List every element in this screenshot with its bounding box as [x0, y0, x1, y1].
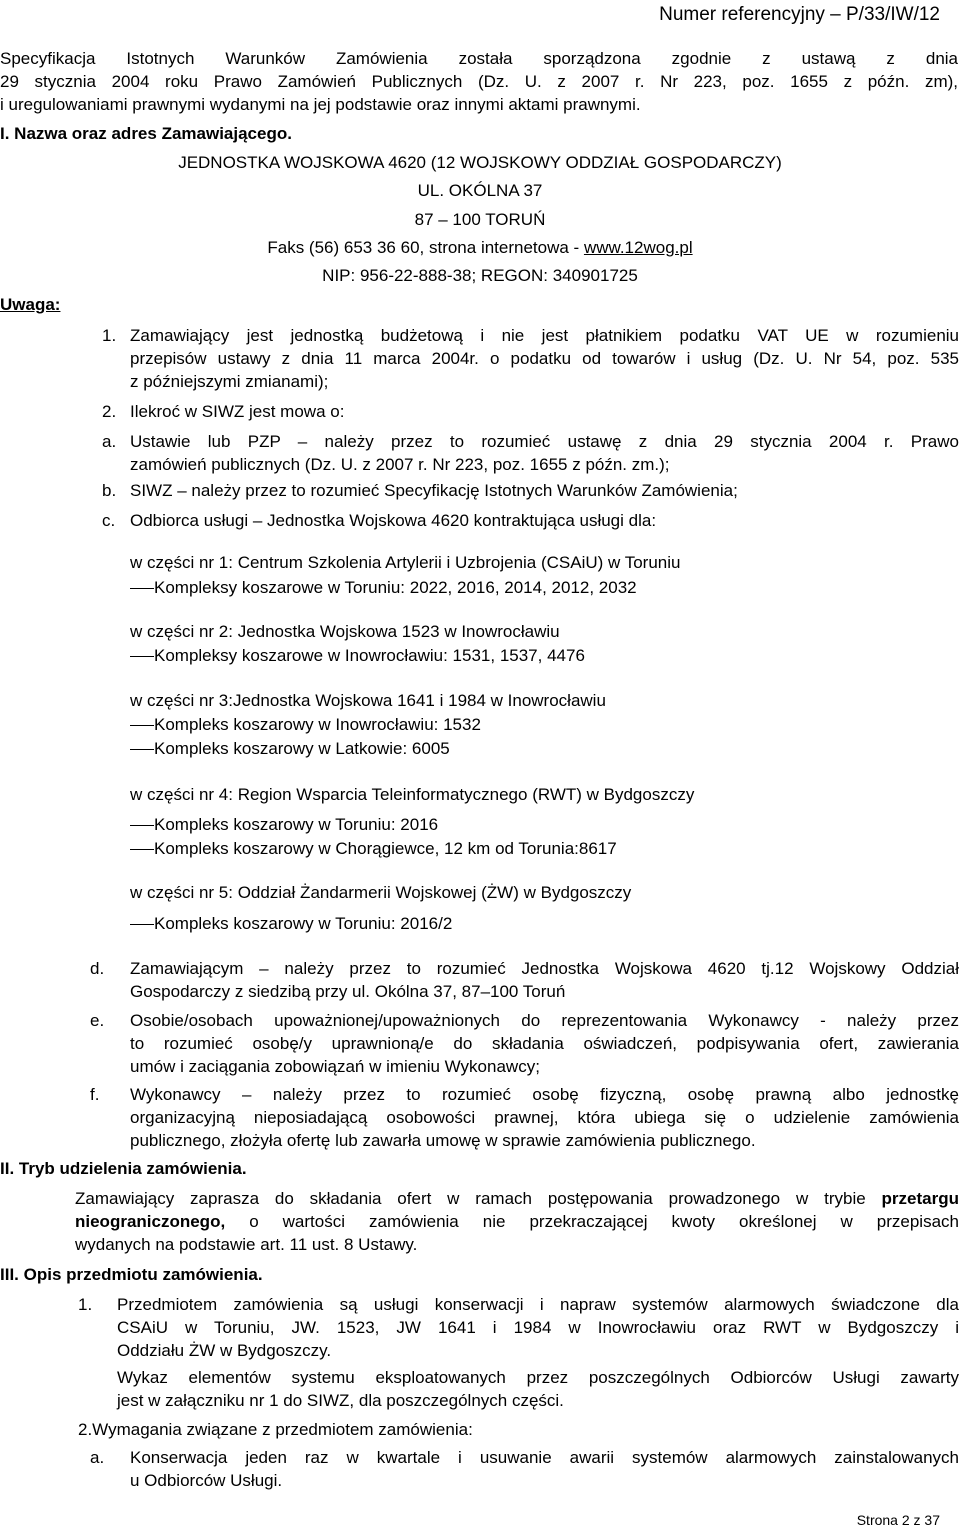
dash-mark [130, 749, 154, 750]
dash-mark [130, 588, 154, 589]
item-e-line-3: umów i zaciągania zobowiązań w imieniu Wykonawcy; [130, 1057, 540, 1076]
part-3-item-2: Kompleks koszarowy w Latkowie: 6005 [130, 737, 450, 761]
section-3-a-line-1: Konserwacja jeden raz w kwartale i usuwanie awarii systemów alarmowych zainstalowanych [130, 1448, 959, 1467]
dash-mark [130, 924, 154, 925]
section-3-para-line-1: Wykaz elementów systemu eksploatowanych przez poszczególnych Odbiorców Usługi zawarty [117, 1368, 959, 1387]
item-d-num: d. [90, 959, 105, 978]
section-3-item-1-line-3: Oddziału ŻW w Bydgoszczy. [117, 1341, 332, 1360]
uwaga-label: Uwaga: [0, 295, 61, 314]
item-c-num: c. [102, 511, 116, 530]
item-b-num: b. [102, 481, 117, 500]
uwaga-item-2-text: Ilekroć w SIWZ jest mowa o: [130, 402, 345, 421]
section-2-line-1: Zamawiający zaprasza do składania ofert w ramach postępowania prowadzonego w trybie przetargu [75, 1189, 959, 1208]
dash-mark [130, 849, 154, 850]
page-number: Strona 2 z 37 [856, 1512, 940, 1528]
address-line-2: UL. OKÓLNA 37 [417, 181, 543, 200]
section-3-item-1-line-2: CSAiU w Toruniu, JW. 1523, JW 1641 i 1984 w Inowrocławiu oraz RWT w Bydgoszczy i [117, 1318, 959, 1337]
intro-line-2: 29 stycznia 2004 roku Prawo Zamówień Publicznych (Dz. U. z 2007 r. Nr 223, poz. 1655 z późn. zm), [0, 72, 958, 91]
nip-regon-line: NIP: 956-22-888-38; REGON: 340901725 [322, 266, 638, 285]
section-1-title: I. Nazwa oraz adres Zamawiającego. [0, 124, 292, 143]
intro-line-1: Specyfikacja Istotnych Warunków Zamówienia została sporządzona zgodnie z ustawą z dnia [0, 49, 958, 68]
part-3-item-1: Kompleks koszarowy w Inowrocławiu: 1532 [130, 713, 481, 737]
uwaga-item-2-num: 2. [102, 402, 117, 421]
section-2-line-3: wydanych na podstawie art. 11 ust. 8 Ustawy. [75, 1235, 418, 1254]
dash-mark [130, 656, 154, 657]
section-3-item-1-num: 1. [78, 1295, 93, 1314]
item-a-line-2: zamówień publicznych (Dz. U. z 2007 r. Nr 223, poz. 1655 z późn. zm.); [130, 455, 670, 474]
uwaga-item-1-num: 1. [102, 326, 117, 345]
section-2-title: II. Tryb udzielenia zamówienia. [0, 1159, 247, 1178]
item-f-line-3: publicznego, złożyła ofertę lub zawarła umowę w sprawie zamówienia publicznego. [130, 1131, 756, 1150]
intro-line-3: i uregulowaniami prawnymi wydanymi na jej podstawie oraz innymi aktami prawnymi. [0, 95, 641, 114]
section-3-item-1-line-1: Przedmiotem zamówienia są usługi konserwacji i napraw systemów alarmowych świadczone dla [117, 1295, 959, 1314]
item-d-line-2: Gospodarczy z siedzibą przy ul. Okólna 37, 87–100 Toruń [130, 982, 566, 1001]
item-d-line-1: Zamawiającym – należy przez to rozumieć Jednostka Wojskowa 4620 tj.12 Wojskowy Oddział [130, 959, 959, 978]
item-f-line-2: organizacyjną nieposiadającą osobowości prawnej, która ubiega się o udzielenie zamówienia [130, 1108, 959, 1127]
dash-mark [130, 825, 154, 826]
part-4-item-2: Kompleks koszarowy w Chorągiewce, 12 km od Torunia:8617 [130, 837, 617, 861]
website-link[interactable]: www.12wog.pl [583, 238, 693, 257]
section-3-title: III. Opis przedmiotu zamówienia. [0, 1265, 263, 1284]
reference-number: Numer referencyjny – P/33/IW/12 [659, 4, 940, 25]
part-3-title: w części nr 3:Jednostka Wojskowa 1641 i 1984 w Inowrocławiu [130, 691, 606, 710]
item-f-num: f. [90, 1085, 100, 1104]
item-e-line-2: to rozumieć osobę/y uprawnioną/e do składania oświadczeń, podpisywania ofert, zawierania [130, 1034, 959, 1053]
uwaga-item-1-line-3: z późniejszymi zmianami); [130, 372, 329, 391]
item-e-num: e. [90, 1011, 105, 1030]
part-4-item-1: Kompleks koszarowy w Toruniu: 2016 [130, 813, 438, 837]
part-2-title: w części nr 2: Jednostka Wojskowa 1523 w Inowrocławiu [130, 622, 560, 641]
part-1-item-1: Kompleksy koszarowe w Toruniu: 2022, 2016, 2014, 2012, 2032 [130, 576, 637, 600]
part-4-title: w części nr 4: Region Wsparcia Teleinformatycznego (RWT) w Bydgoszczy [130, 785, 695, 804]
section-2-line-2: nieograniczonego, o wartości zamówienia nie przekraczającej kwoty określonej w przepisach [75, 1212, 959, 1231]
dash-mark [130, 725, 154, 726]
item-a-line-1: Ustawie lub PZP – należy przez to rozumieć ustawę z dnia 29 stycznia 2004 r. Prawo [130, 432, 959, 451]
address-line-1: JEDNOSTKA WOJSKOWA 4620 (12 WOJSKOWY ODDZIAŁ GOSPODARCZY) [178, 153, 782, 172]
item-b-text: SIWZ – należy przez to rozumieć Specyfikację Istotnych Warunków Zamówienia; [130, 481, 738, 500]
section-3-a-num: a. [90, 1448, 105, 1467]
part-5-item-1: Kompleks koszarowy w Toruniu: 2016/2 [130, 912, 452, 936]
part-2-item-1: Kompleksy koszarowe w Inowrocławiu: 1531, 1537, 4476 [130, 644, 585, 668]
fax-text: Faks (56) 653 36 60, strona internetowa - [267, 238, 584, 257]
part-5-title: w części nr 5: Oddział Żandarmerii Wojskowej (ŻW) w Bydgoszczy [130, 883, 632, 902]
address-line-3: 87 – 100 TORUŃ [414, 210, 546, 229]
section-3-a-line-2: u Odbiorców Usługi. [130, 1471, 283, 1490]
item-e-line-1: Osobie/osobach upoważnionej/upoważnionych do reprezentowania Wykonawcy - należy przez [130, 1011, 959, 1030]
item-a-num: a. [102, 432, 117, 451]
uwaga-item-1-line-2: przepisów ustawy z dnia 11 marca 2004r. o podatku od towarów i usług (Dz. U. Nr 54, poz. 535 [130, 349, 959, 368]
section-3-item-2: 2.Wymagania związane z przedmiotem zamówienia: [78, 1420, 473, 1439]
part-1-title: w części nr 1: Centrum Szkolenia Artylerii i Uzbrojenia (CSAiU) w Toruniu [130, 553, 681, 572]
item-c-text: Odbiorca usługi – Jednostka Wojskowa 4620 kontraktująca usługi dla: [130, 511, 657, 530]
uwaga-item-1-line-1: Zamawiający jest jednostką budżetową i nie jest płatnikiem podatku VAT UE w rozumieniu [130, 326, 959, 345]
fax-website-line [0, 238, 960, 258]
section-3-para-line-2: jest w załączniku nr 1 do SIWZ, dla poszczególnych części. [117, 1391, 564, 1410]
item-f-line-1: Wykonawcy – należy przez to rozumieć osobę fizyczną, osobę prawną albo jednostkę [130, 1085, 959, 1104]
